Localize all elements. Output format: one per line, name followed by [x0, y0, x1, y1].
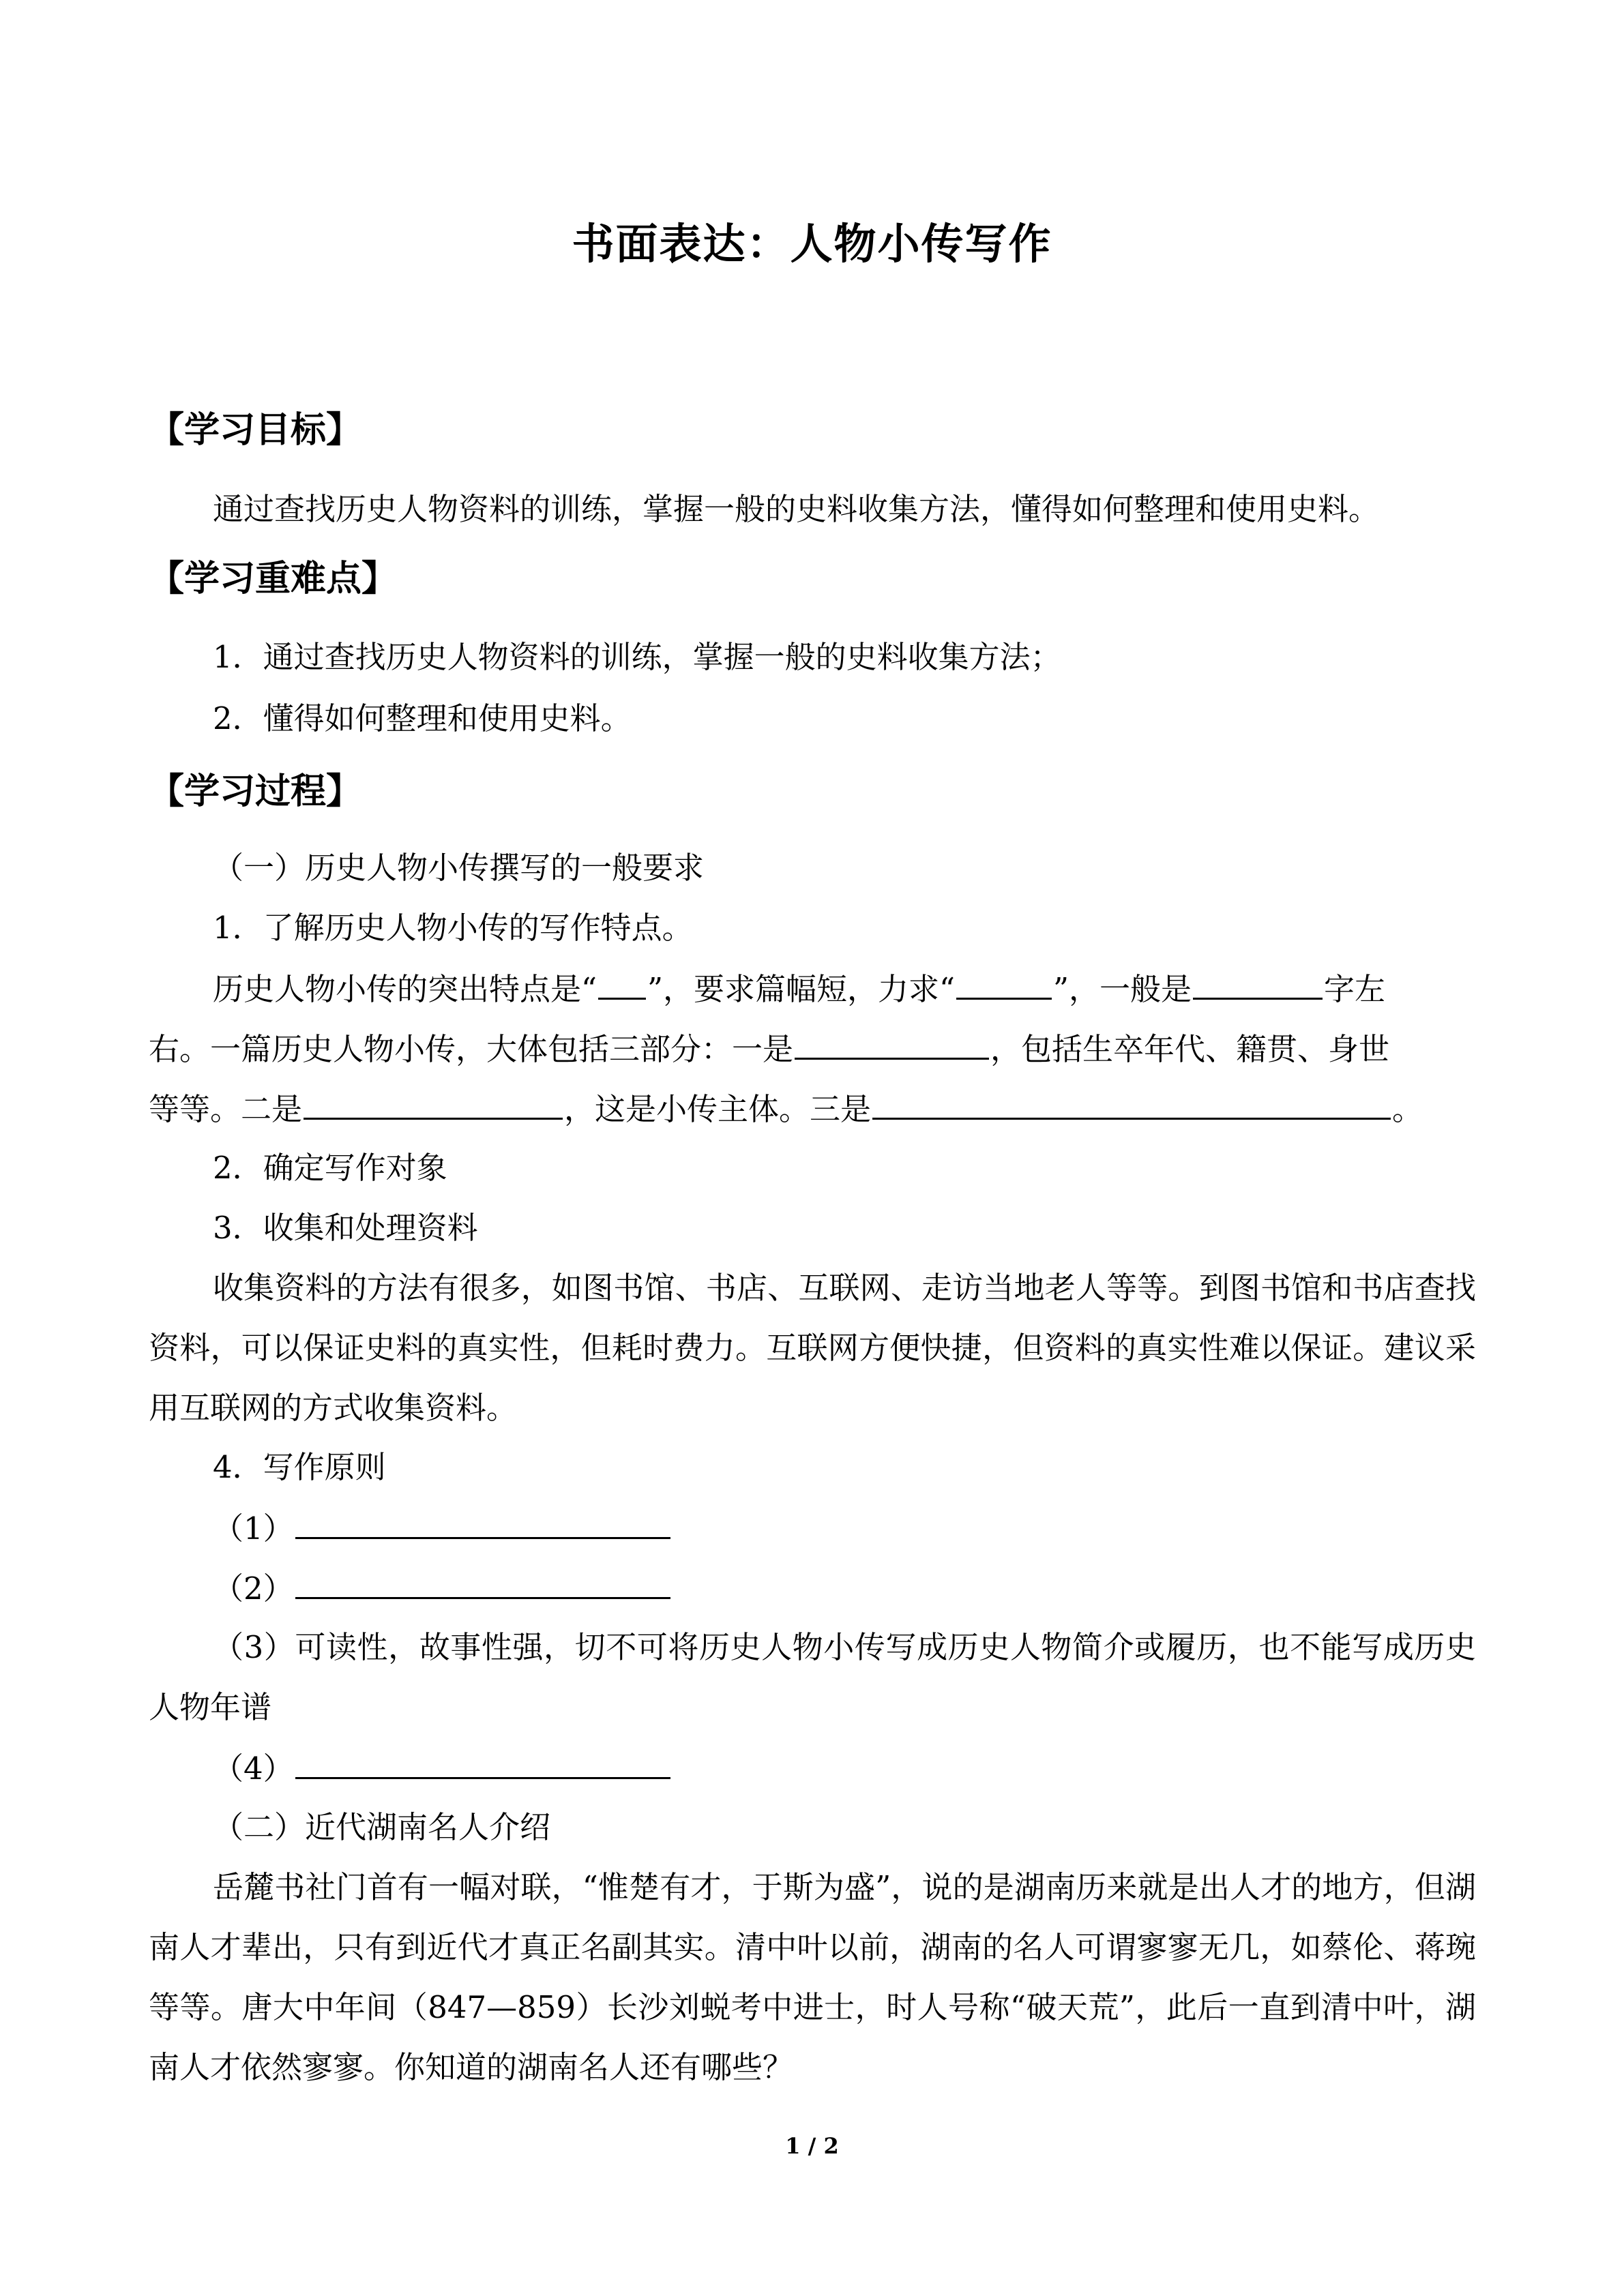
fill-line-2 — [149, 1028, 1389, 1070]
blank-principle-1[interactable] — [295, 1507, 670, 1539]
part1-item-1: 1．了解历史人物小传的写作特点。 — [213, 910, 693, 946]
blank-principle-2[interactable] — [295, 1567, 670, 1599]
part2-paragraph: 岳麓书社门首有一幅对联，“惟楚有才，于斯为盛”，说的是湖南历来就是出人才的地方，但湖南人才辈出，只有到近代才真正名副其实。清中叶以前，湖南的名人可谓寥寥无几，如蔡伦、蒋琬等等。唐大中年间（847—859）长沙刘蜕考中进士，时人号称“破天荒”，此后一直到清中叶，湖南人才依然寥寥。你知道的湖南名人还有哪些？ — [149, 1869, 1476, 2085]
process-heading: 【学习过程】 — [149, 771, 362, 812]
fill-line-1-text-d: 字左 — [1324, 971, 1386, 1007]
part1-item-2: 2．确定写作对象 — [213, 1150, 447, 1186]
blank-part-one[interactable] — [795, 1028, 989, 1060]
fill-line-3-text-a: 等等。二是 — [149, 1091, 303, 1127]
part2-heading: （二）近代湖南名人介绍 — [213, 1809, 551, 1845]
fill-line-3-text-b: ，这是小传主体。三是 — [564, 1091, 872, 1127]
fill-line-1-text-c: ”，一般是 — [1053, 971, 1192, 1007]
blank-principle-4[interactable] — [295, 1747, 670, 1779]
principle-1 — [213, 1507, 672, 1549]
fill-line-1-text-b: ”，要求篇幅短，力求“ — [647, 971, 956, 1007]
key-point-1: 1．通过查找历史人物资料的训练，掌握一般的史料收集方法； — [213, 639, 1061, 675]
key-point-2: 2．懂得如何整理和使用史料。 — [213, 700, 632, 736]
principle-3: （3）可读性，故事性强，切不可将历史人物小传写成历史人物简介或履历，也不能写成历史人物年谱 — [149, 1629, 1476, 1725]
part1-item-4: 4．写作原则 — [213, 1449, 386, 1485]
principle-1-label: （1） — [213, 1510, 294, 1547]
blank-feature[interactable] — [598, 968, 646, 1000]
principle-2 — [213, 1567, 672, 1609]
key-points-heading: 【学习重难点】 — [149, 558, 398, 599]
blank-part-two[interactable] — [304, 1088, 563, 1120]
fill-line-3 — [149, 1088, 1423, 1130]
fill-line-1 — [213, 968, 1385, 1010]
page-number: 1 / 2 — [785, 2133, 839, 2159]
page-title: 书面表达：人物小传写作 — [572, 219, 1052, 269]
principle-4-label: （4） — [213, 1750, 294, 1787]
principle-2-label: （2） — [213, 1570, 294, 1607]
fill-line-1-text-a: 历史人物小传的突出特点是“ — [213, 971, 597, 1007]
goals-heading: 【学习目标】 — [149, 409, 362, 451]
blank-part-three[interactable] — [872, 1088, 1391, 1120]
fill-line-2-text-b: ，包括生卒年代、籍贯、身世 — [990, 1031, 1390, 1067]
part1-heading: （一）历史人物小传撰写的一般要求 — [213, 850, 705, 886]
part1-item-3: 3．收集和处理资料 — [213, 1210, 478, 1246]
blank-requirement[interactable] — [956, 968, 1052, 1000]
collect-paragraph: 收集资料的方法有很多，如图书馆、书店、互联网、走访当地老人等等。到图书馆和书店查找资料，可以保证史料的真实性，但耗时费力。互联网方便快捷，但资料的真实性难以保证。建议采用互联网的方式收集资料。 — [149, 1270, 1476, 1426]
principle-4 — [213, 1747, 672, 1789]
fill-line-3-text-c: 。 — [1392, 1091, 1423, 1127]
goals-text: 通过查找历史人物资料的训练，掌握一般的史料收集方法，懂得如何整理和使用史料。 — [213, 491, 1380, 527]
blank-word-count[interactable] — [1193, 968, 1323, 1000]
fill-line-2-text-a: 右。一篇历史人物小传，大体包括三部分：一是 — [149, 1031, 794, 1067]
